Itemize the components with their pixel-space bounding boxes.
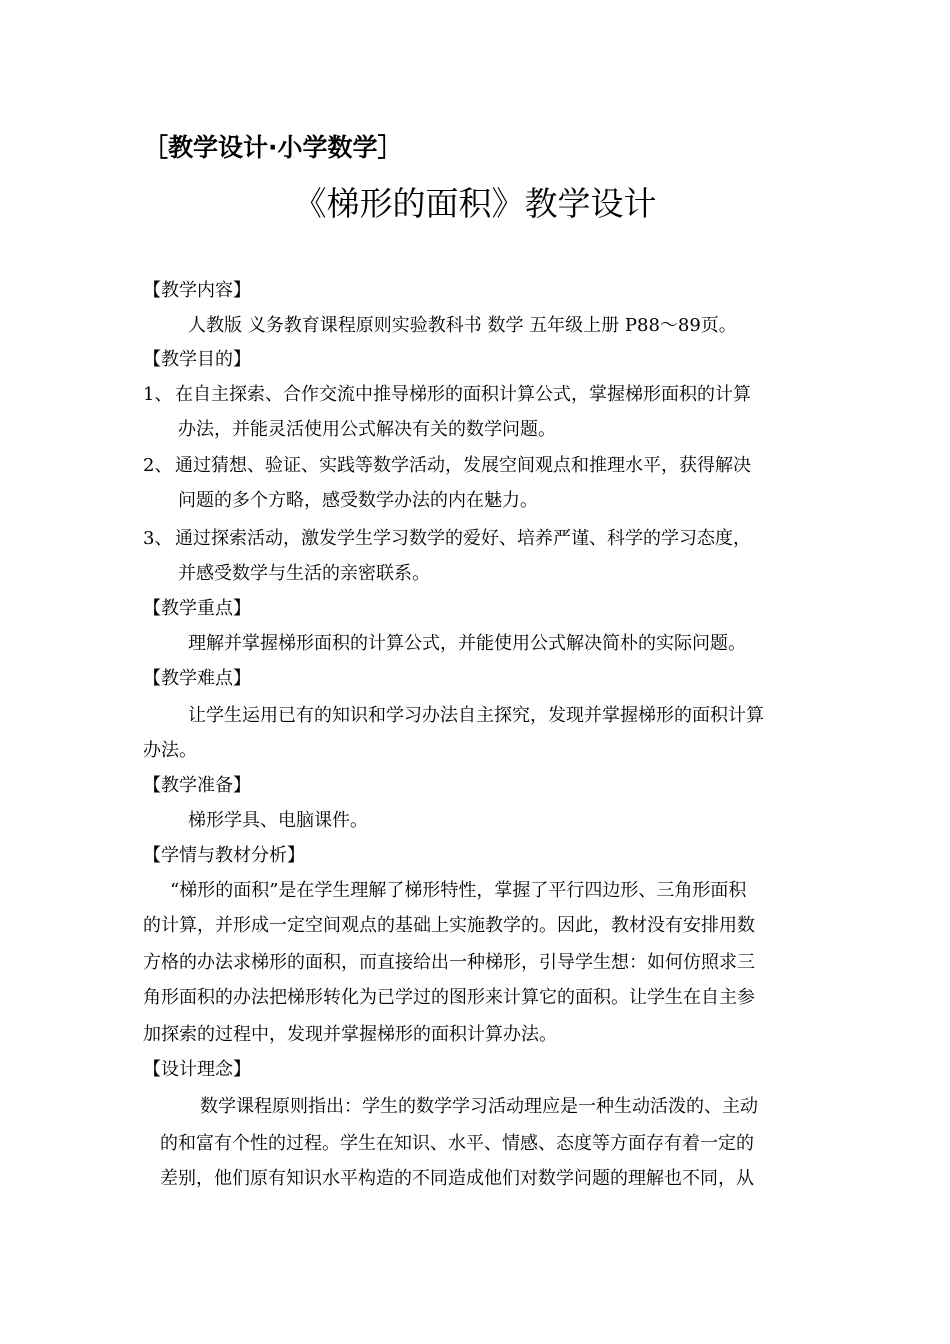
- section-heading-philosophy: 【设计理念】: [143, 1059, 251, 1080]
- analysis-line: 方格的办法求梯形的面积，而直接给出一种梯形，引导学生想：如何仿照求三: [143, 952, 755, 973]
- objective-number: 1、: [143, 384, 173, 405]
- objective-item: [143, 454, 751, 478]
- difficulties-text-continued: 办法。: [143, 740, 197, 761]
- content-text: 人教版 义务教育课程原则实验教科书 数学 五年级上册 P88～89页。: [188, 315, 737, 336]
- objective-item: [143, 527, 751, 551]
- section-heading-key-points: 【教学重点】: [143, 598, 251, 619]
- section-heading-content: 【教学内容】: [143, 280, 251, 301]
- difficulties-text: 让学生运用已有的知识和学习办法自主探究，发现并掌握梯形的面积计算: [188, 705, 764, 726]
- objective-text: 通过探索活动，激发学生学习数学的爱好、培养严谨、科学的学习态度，: [175, 528, 751, 549]
- objective-number: 2、: [143, 455, 173, 476]
- objective-text-continued: 办法，并能灵活使用公式解决有关的数学问题。: [178, 419, 556, 440]
- philosophy-line: 差别，他们原有知识水平构造的不同造成他们对数学问题的理解也不同，从: [160, 1168, 754, 1189]
- philosophy-line: 数学课程原则指出：学生的数学学习活动理应是一种生动活泼的、主动: [200, 1096, 758, 1117]
- document-title: 《梯形的面积》教学设计: [293, 184, 657, 223]
- series-label: ［教学设计·小学数学］: [143, 133, 403, 162]
- objective-text: 通过猜想、验证、实践等数学活动，发展空间观点和推理水平，获得解决: [175, 455, 751, 476]
- key-points-text: 理解并掌握梯形面积的计算公式，并能使用公式解决简朴的实际问题。: [188, 633, 746, 654]
- section-heading-objectives: 【教学目的】: [143, 349, 251, 370]
- objective-text-continued: 问题的多个方略，感受数学办法的内在魅力。: [178, 490, 538, 511]
- section-heading-difficulties: 【教学难点】: [143, 668, 251, 689]
- analysis-line: 的计算，并形成一定空间观点的基础上实施教学的。因此，教材没有安排用数: [143, 915, 755, 936]
- analysis-line: 加探索的过程中，发现并掌握梯形的面积计算办法。: [143, 1024, 557, 1045]
- section-heading-preparation: 【教学准备】: [143, 775, 251, 796]
- philosophy-line: 的和富有个性的过程。学生在知识、水平、情感、态度等方面存有着一定的: [160, 1133, 754, 1154]
- analysis-line: “梯形的面积”是在学生理解了梯形特性，掌握了平行四边形、三角形面积: [170, 880, 747, 901]
- objective-item: [143, 383, 751, 407]
- analysis-line: 角形面积的办法把梯形转化为已学过的图形来计算它的面积。让学生在自主参: [143, 987, 755, 1008]
- objective-number: 3、: [143, 528, 173, 549]
- objective-text-continued: 并感受数学与生活的亲密联系。: [178, 563, 430, 584]
- preparation-text: 梯形学具、电脑课件。: [188, 810, 368, 831]
- section-heading-analysis: 【学情与教材分析】: [143, 845, 305, 866]
- objective-text: 在自主探索、合作交流中推导梯形的面积计算公式，掌握梯形面积的计算: [175, 384, 751, 405]
